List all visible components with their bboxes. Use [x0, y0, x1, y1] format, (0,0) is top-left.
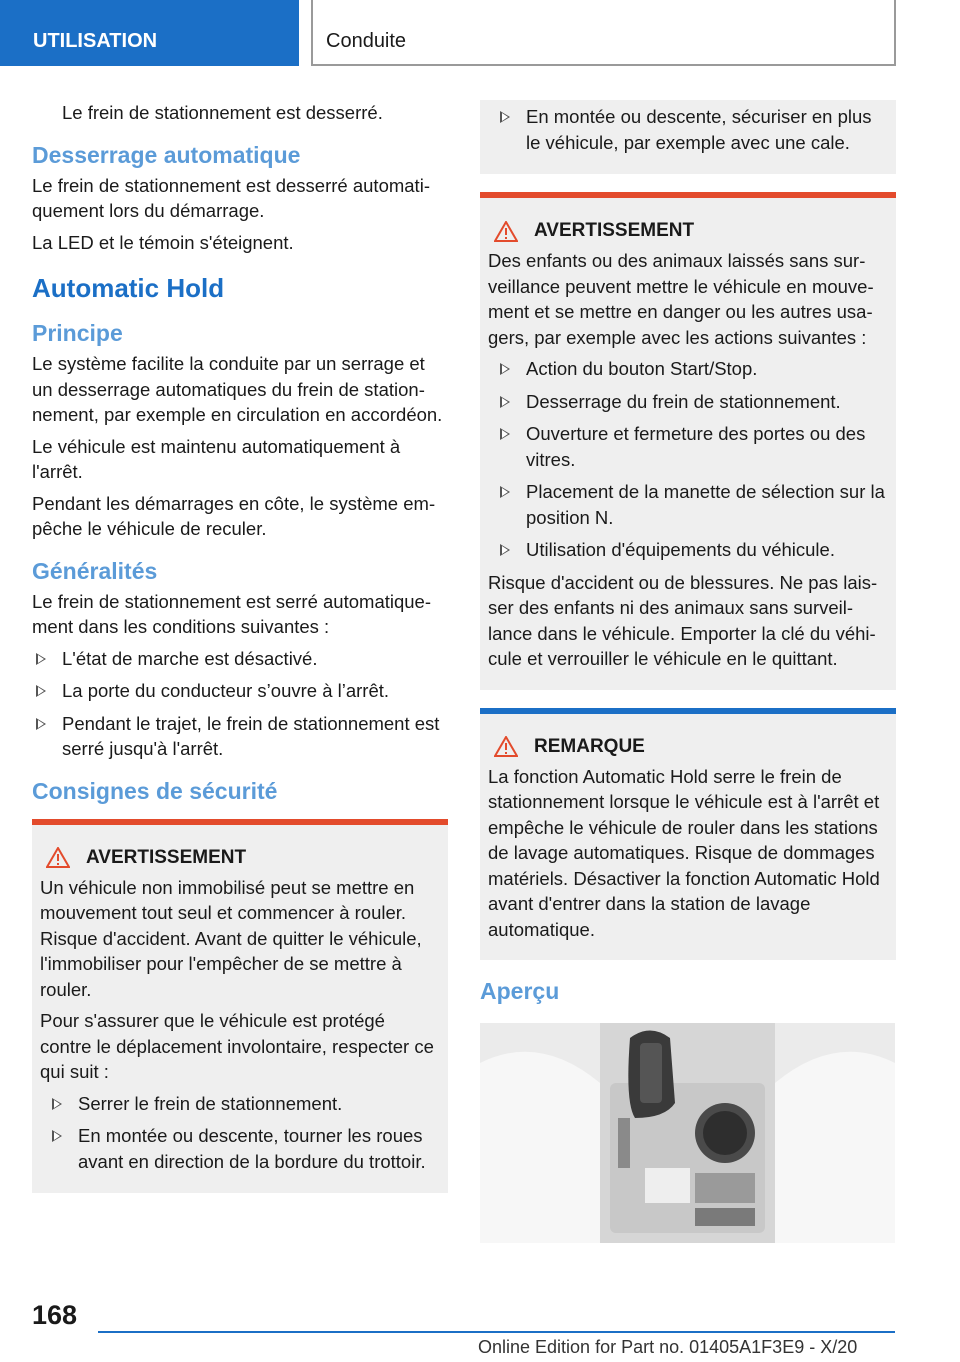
bullet-triangle-icon	[36, 653, 46, 665]
note-box	[480, 708, 896, 961]
safety-heading: Consignes de sécurité	[32, 777, 278, 804]
list-item: Placement de la manette de sélection sur la position N.	[496, 479, 888, 530]
chapter-title: Conduite	[311, 0, 896, 66]
list-item: L'état de marche est désactivé.	[32, 646, 448, 672]
auto-release-p1: Le frein de stationnement est desserré automatiquement lors du démarrage.	[32, 174, 430, 221]
list-item: Pendant le trajet, le frein de stationnement est serré jusqu'à l'arrêt.	[32, 711, 448, 762]
list-item: En montée ou descente, sécuriser en plus le véhicule, par exemple avec une cale.	[496, 104, 888, 155]
list-item: Serrer le frein de stationnement.	[48, 1091, 440, 1117]
bullet-triangle-icon	[500, 396, 510, 408]
principle-p1: Le système facilite la conduite par un serrage et un desserrage automatiques du frein de stationnement, par exemple en circulation en accordéon.	[32, 353, 443, 425]
warning-title: AVERTISSEMENT	[534, 220, 695, 241]
warning-p1: Un véhicule non immobilisé peut se mettre en mouvement tout seul et commencer à rouler. Risque d'accident. Avant de quitter le véhicule, l'immobiliser pour l'empêcher de se mettre à rouler.	[40, 876, 422, 1000]
warning-p1: Des enfants ou des animaux laissés sans surveillance peuvent mettre le véhicule en mouvement et se mettre en danger ou les autres usagers, par exemple avec les actions suivantes :	[488, 250, 874, 348]
list-item: En montée ou descente, tourner les roues avant en direction de la bordure du trottoir.	[48, 1123, 440, 1174]
center-console-photo	[480, 1023, 895, 1243]
left-column	[32, 100, 448, 1211]
warning-triangle-icon	[46, 847, 70, 868]
warning-p2: Risque d'accident ou de blessures. Ne pas laisser des enfants ni des animaux sans surveillance dans le véhicule. Emporter la clé du véhicule et verrouiller le véhicule en le quittant.	[488, 571, 878, 669]
bullet-triangle-icon	[500, 111, 510, 123]
bullet-triangle-icon	[36, 685, 46, 697]
bullet-triangle-icon	[52, 1098, 62, 1110]
principle-p2: Le véhicule est maintenu automatiquement à l'arrêt.	[32, 435, 401, 482]
automatic-hold-heading: Automatic Hold	[32, 273, 225, 303]
warning-triangle-icon	[494, 221, 518, 242]
warning-box-continued	[480, 100, 896, 174]
general-heading: Généralités	[32, 557, 158, 584]
note-title: REMARQUE	[534, 735, 645, 757]
bullet-triangle-icon	[500, 544, 510, 556]
bullet-triangle-icon	[36, 718, 46, 730]
list-item: La porte du conducteur s’ouvre à l’arrêt.	[32, 678, 448, 704]
footer-rule	[98, 1331, 895, 1333]
warning-box-children	[480, 192, 896, 690]
warning-p2: Pour s'assurer que le véhicule est protégé contre le déplacement involontaire, respecter ce qui suit :	[40, 1010, 434, 1082]
principle-p3: Pendant les démarrages en côte, le système empêche le véhicule de reculer.	[32, 492, 436, 539]
general-list	[32, 646, 448, 762]
edition-text: Online Edition for Part no. 01405A1F3E9 - X/20	[478, 1337, 858, 1357]
continued-list	[488, 104, 888, 155]
warning-list	[488, 356, 888, 563]
list-item: Utilisation d'équipements du véhicule.	[496, 537, 888, 563]
bullet-triangle-icon	[500, 363, 510, 375]
warning-title: AVERTISSEMENT	[86, 846, 247, 868]
auto-release-heading: Desserrage automatique	[32, 141, 301, 168]
intro-text: Le frein de stationnement est desserré.	[62, 102, 383, 123]
warning-box-vehicle-movement	[32, 819, 448, 1194]
list-item: Ouverture et fermeture des portes ou des vitres.	[496, 421, 888, 472]
list-item: Desserrage du frein de stationnement.	[496, 389, 888, 415]
note-p1: La fonction Automatic Hold serre le frein de stationnement lorsque le véhicule est à l'arrêt et empêche le véhicule de rouler dans les stations de lavage automatiques. Risque de dommages matériels. Désactiver la fonction Automatic Hold avant d'entrer dans la station de lavage automatique.	[488, 765, 880, 940]
right-column	[480, 100, 896, 1248]
bullet-triangle-icon	[52, 1130, 62, 1142]
section-tab: UTILISATION	[0, 0, 299, 66]
principle-heading: Principe	[32, 320, 123, 346]
warning-triangle-icon	[494, 736, 518, 757]
bullet-triangle-icon	[500, 486, 510, 498]
page-header	[0, 0, 960, 66]
general-p1: Le frein de stationnement est serré automatiquement dans les conditions suivantes :	[32, 590, 432, 637]
auto-release-p2: La LED et le témoin s'éteignent.	[32, 231, 294, 253]
page-number: 168	[32, 1300, 78, 1330]
list-item: Action du bouton Start/Stop.	[496, 356, 888, 382]
warning-list	[40, 1091, 440, 1175]
overview-heading: Aperçu	[480, 978, 560, 1004]
bullet-triangle-icon	[500, 428, 510, 440]
